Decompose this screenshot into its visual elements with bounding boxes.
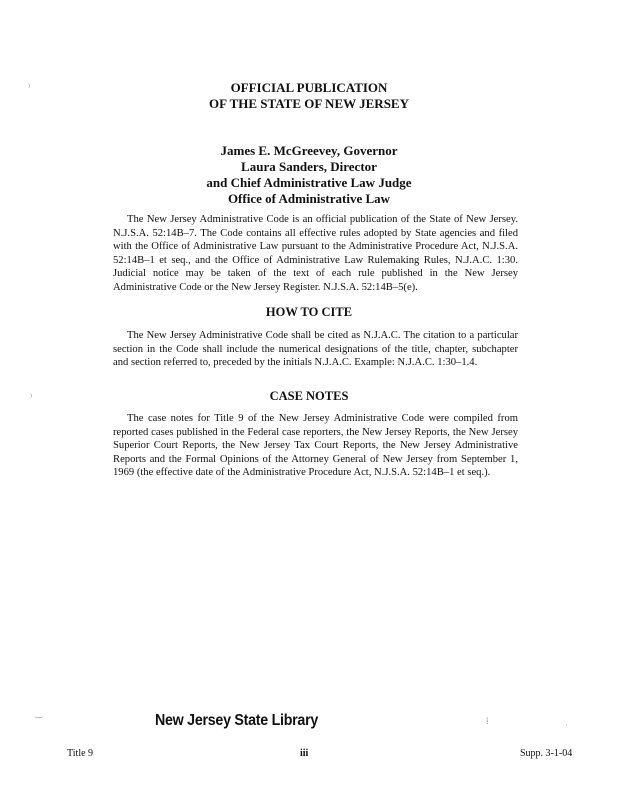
scan-speck-mark: ‿ — [35, 708, 43, 718]
scan-speck-mark: ⁞ — [486, 716, 489, 726]
publication-title-line1: OFFICIAL PUBLICATION — [230, 80, 388, 95]
footer-supplement: Supp. 3-1-04 — [520, 748, 573, 759]
director-line: Laura Sanders, Director — [241, 159, 377, 174]
case-notes-paragraph: The case notes for Title 9 of the New Jersey Administrative Code were compiled from reported cases published in the Federal case reporters, the New Jersey Reports, the New Jersey Superior Court Reports, the New Jersey Tax Court Reports, the New Jersey Administrative Reports and the Formal Opinions of the Attorney General of New Jersey from September 1, 1969 (the effective date of the Administrative Procedure Act, N.J.S.A. 52:14B–1 et seq.). — [113, 413, 518, 478]
scan-speck-mark: ⁾ — [28, 82, 31, 92]
footer-title: Title 9 — [67, 748, 94, 759]
case-notes-heading: CASE NOTES — [269, 389, 349, 403]
how-to-cite-paragraph: The New Jersey Administrative Code shall be cited as N.J.A.C. The citation to a particular section in the Code shall include the numerical designations of the title, chapter, subchapter and section referred to, preceded by the initials N.J.A.C. Example: N.J.A.C. 1:30–1.4. — [113, 330, 518, 368]
scan-speck-mark: ⁾ — [30, 392, 33, 402]
intro-paragraph: The New Jersey Administrative Code is an official publication of the State of New Jersey. N.J.S.A. 52:14B–7. The Code contains all effective rules adopted by State agencies and filed with the Office of Administrative Law pursuant to the Administrative Procedure Act, N.J.S.A. 52:14B–1 et seq., and the Office of Administrative Law Rulemaking Rules, N.J.A.C. 1:30. Judicial notice may be taken of the text of each rule published in the New Jersey Administrative Code or the New Jersey Register. N.J.S.A. 52:14B–5(e). — [113, 214, 518, 293]
publication-title-line2: OF THE STATE OF NEW JERSEY — [209, 96, 409, 111]
scan-speck-mark: ˌ — [565, 716, 568, 726]
footer-page-number: iii — [300, 748, 309, 759]
library-stamp: New Jersey State Library — [155, 712, 319, 729]
judge-line: and Chief Administrative Law Judge — [206, 175, 412, 190]
office-line: Office of Administrative Law — [227, 191, 391, 206]
governor-line: James E. McGreevey, Governor — [220, 143, 398, 158]
how-to-cite-heading: HOW TO CITE — [265, 305, 353, 319]
